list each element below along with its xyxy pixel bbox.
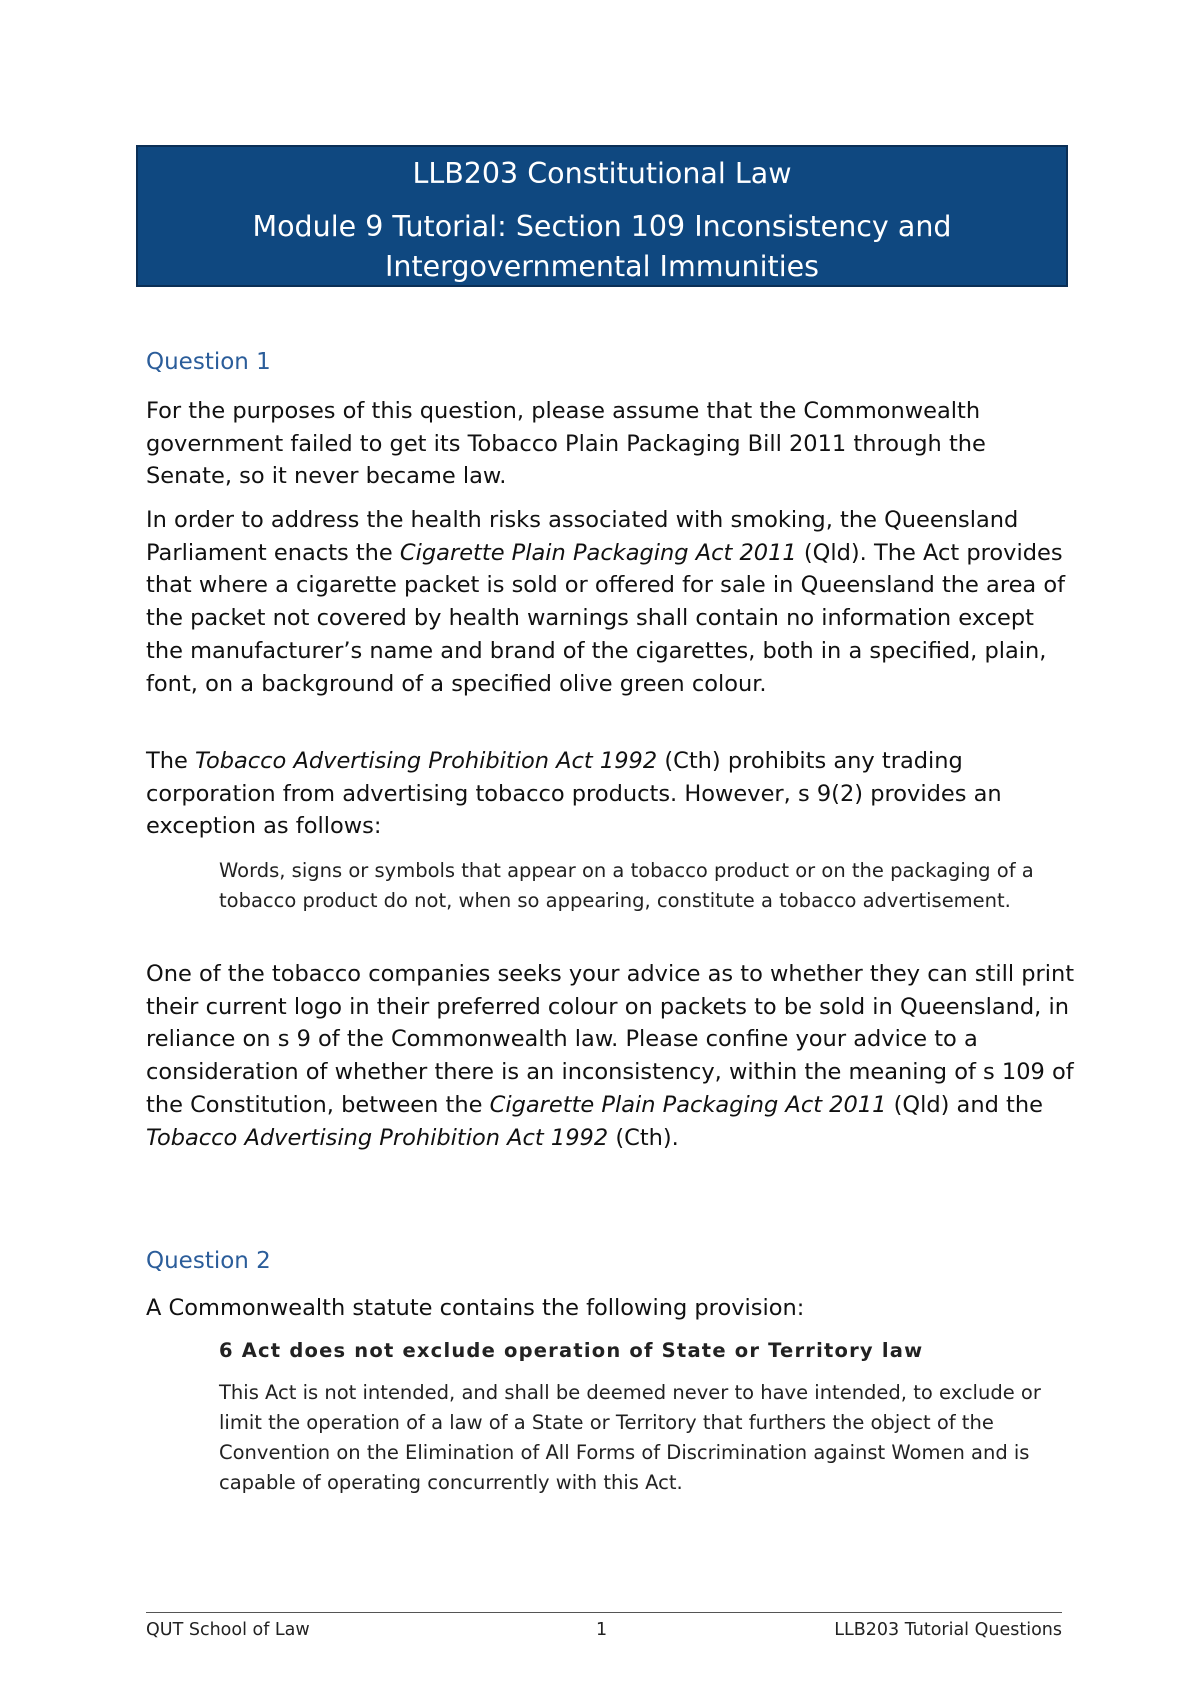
question1-heading: Question 1 xyxy=(146,349,271,375)
question2-heading: Question 2 xyxy=(146,1248,271,1274)
question1-paragraph-3: The Tobacco Advertising Prohibition Act 1992 (Cth) prohibits any trading corporation from advertising tobacco products. However, s 9(2) provides an exception as follows: xyxy=(146,748,1002,840)
page-number: 1 xyxy=(596,1620,608,1640)
title-banner xyxy=(136,145,1068,287)
course-title: LLB203 Constitutional Law xyxy=(412,157,792,190)
module-title-line1: Module 9 Tutorial: Section 109 Inconsistency and xyxy=(252,210,952,243)
act-title-cigarette-plain-packaging: Cigarette Plain Packaging Act 2011 xyxy=(489,1091,887,1118)
footer-divider xyxy=(146,1612,1062,1613)
footer-school: QUT School of Law xyxy=(146,1620,310,1640)
question1-paragraph-1: For the purposes of this question, please assume that the Commonwealth government failed to get its Tobacco Plain Packaging Bill 2011 through the Senate, so it never became law. xyxy=(146,398,986,490)
module-title-line2: Intergovernmental Immunities xyxy=(384,250,820,283)
question2-intro: A Commonwealth statute contains the following provision: xyxy=(146,1295,805,1321)
question1-paragraph-2: In order to address the health risks associated with smoking, the Queensland Parliament enacts the Cigarette Plain Packaging Act 2011 (Qld). The Act provides that where a cigarette packet is sold or offered for sale in Queensland the area of the packet not covered by health warnings shall contain no information except the manufacturer’s name and brand of the cigarettes, both in a specified, plain, font, on a background of a specified olive green colour. xyxy=(146,507,1066,697)
act-title-tobacco-advertising: Tobacco Advertising Prohibition Act 1992 xyxy=(195,748,658,774)
provision-heading: 6 Act does not exclude operation of State or Territory law xyxy=(219,1339,924,1362)
act-title-tobacco-advertising: Tobacco Advertising Prohibition Act 1992 xyxy=(146,1124,609,1151)
module-title xyxy=(138,207,1066,287)
question1-quotation: Words, signs or symbols that appear on a tobacco product or on the packaging of a tobacco product do not, when so appearing, constitute a tobacco advertisement. xyxy=(219,859,1034,912)
act-title-cigarette-plain-packaging: Cigarette Plain Packaging Act 2011 xyxy=(399,539,797,566)
footer-document-title: LLB203 Tutorial Questions xyxy=(834,1620,1062,1640)
provision-text: This Act is not intended, and shall be deemed never to have intended, to exclude or limit the operation of a law of a State or Territory that furthers the object of the Convention on the Elimination of All Forms of Discrimination against Women and is capable of operating concurrently with this Act. xyxy=(219,1381,1041,1494)
question1-paragraph-4: One of the tobacco companies seeks your advice as to whether they can still print their current logo in their preferred colour on packets to be sold in Queensland, in reliance on s 9 of the Commonwealth law. Please confine your advice to a consideration of whether there is an inconsistency, within the meaning of s 109 of the Constitution, between the Cigarette Plain Packaging Act 2011 (Qld) and the Tobacco Advertising Prohibition Act 1992 (Cth). xyxy=(146,961,1075,1151)
